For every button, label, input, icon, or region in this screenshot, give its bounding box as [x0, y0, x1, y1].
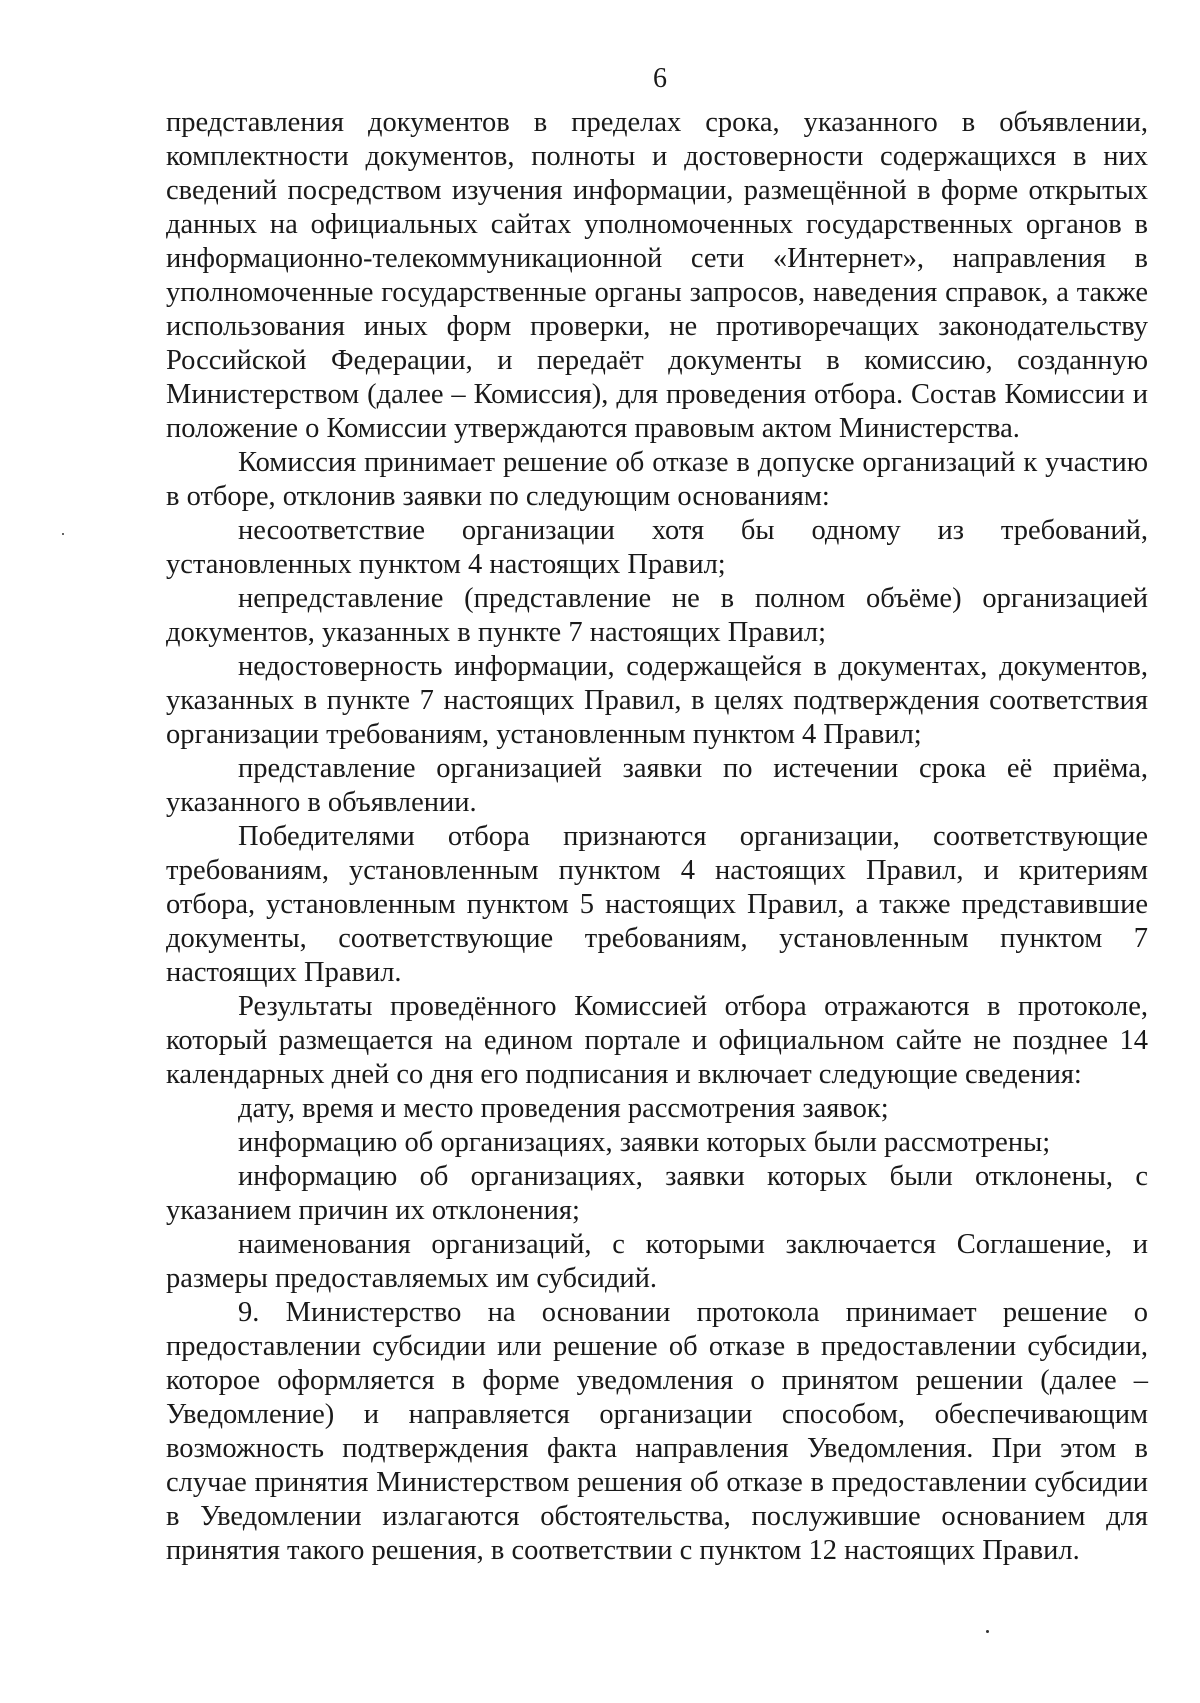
- paragraph-7: Победителями отбора признаются организации, соответствующие требованиям, установленным пунктом 4 настоящих Правил, и критериям отбора, установленным пунктом 5 настоящих Правил, а также представившие документы, соответствующие требованиям, установленным пунктом 7 настоящих Правил.: [166, 821, 1148, 988]
- paragraph-1: представления документов в пределах срока, указанного в объявлении, комплектности документов, полноты и достоверности содержащихся в них сведений посредством изучения информации, размещённой в форме открытых данных на официальных сайтах уполномоченных государственных органов в информационно-телекоммуникационной сети «Интернет», направления в уполномоченные государственные органы запросов, наведения справок, а также использования иных форм проверки, не противоречащих законодательству Российской Федерации, и передаёт документы в комиссию, созданную Министерством (далее – Комиссия), для проведения отбора. Состав Комиссии и положение о Комиссии утверждаются правовым актом Министерства.: [166, 107, 1148, 444]
- paragraph-12: наименования организаций, с которыми заключается Соглашение, и размеры предоставляемых им субсидий.: [166, 1229, 1148, 1294]
- paragraph-4: непредставление (представление не в полном объёме) организацией документов, указанных в пункте 7 настоящих Правил;: [166, 583, 1148, 648]
- scan-speck: [62, 533, 64, 535]
- page-number: 6: [653, 63, 667, 94]
- paragraph-9: дату, время и место проведения рассмотрения заявок;: [238, 1093, 889, 1124]
- paragraph-3: несоответствие организации хотя бы одному из требований, установленных пунктом 4 настоящих Правил;: [166, 515, 1148, 580]
- paragraph-6: представление организацией заявки по истечении срока её приёма, указанного в объявлении.: [166, 753, 1148, 818]
- paragraph-5: недостоверность информации, содержащейся в документах, документов, указанных в пункте 7 настоящих Правил, в целях подтверждения соответствия организации требованиям, установленным пунктом 4 Правил;: [166, 651, 1148, 750]
- scan-speck: [986, 1630, 989, 1633]
- paragraph-13: 9. Министерство на основании протокола принимает решение о предоставлении субсидии или решение об отказе в предоставлении субсидии, которое оформляется в форме уведомления о принятом решении (далее – Уведомление) и направляется организации способом, обеспечивающим возможность подтверждения факта направления Уведомления. При этом в случае принятия Министерством решения об отказе в предоставлении субсидии в Уведомлении излагаются обстоятельства, послужившие основанием для принятия такого решения, в соответствии с пунктом 12 настоящих Правил.: [166, 1297, 1148, 1566]
- paragraph-8: Результаты проведённого Комиссией отбора отражаются в протоколе, который размещается на едином портале и официальном сайте не позднее 14 календарных дней со дня его подписания и включает следующие сведения:: [166, 991, 1148, 1090]
- paragraph-10: информацию об организациях, заявки которых были рассмотрены;: [238, 1127, 1051, 1158]
- paragraph-2: Комиссия принимает решение об отказе в допуске организаций к участию в отборе, отклонив заявки по следующим основаниям:: [166, 447, 1148, 512]
- document-body: [166, 106, 1148, 1568]
- paragraph-11: информацию об организациях, заявки которых были отклонены, с указанием причин их отклонения;: [166, 1161, 1148, 1226]
